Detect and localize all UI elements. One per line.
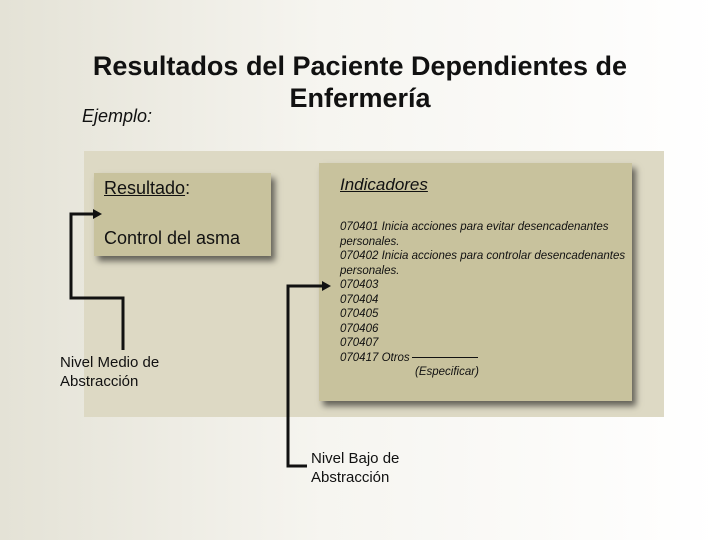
indicator-item: 070402 Inicia acciones para controlar desencadenantes personales. bbox=[340, 250, 626, 277]
low-abstraction-line2: Abstracción bbox=[311, 469, 390, 486]
mid-level-connector bbox=[71, 214, 123, 350]
indicator-item: 070404 bbox=[340, 293, 379, 306]
others-label: 070417 Otros bbox=[340, 351, 410, 364]
mid-abstraction-line1: Nivel Medio de bbox=[60, 354, 160, 371]
result-heading-colon: : bbox=[185, 178, 191, 198]
mid-level-arrowhead-icon bbox=[93, 209, 102, 219]
result-heading-word: Resultado bbox=[104, 178, 186, 198]
low-level-connector bbox=[288, 286, 325, 466]
indicators-heading: Indicadores bbox=[340, 175, 428, 194]
indicator-item: 070405 bbox=[340, 308, 379, 320]
low-level-arrowhead-icon bbox=[322, 281, 331, 291]
indicator-item: 070403 bbox=[340, 279, 379, 291]
indicator-item: 070401 Inicia acciones para evitar desencadenantes personales. bbox=[340, 221, 609, 248]
low-abstraction-label bbox=[311, 449, 399, 487]
mid-abstraction-line2: Abstracción bbox=[60, 373, 139, 390]
indicator-item: 070406 bbox=[340, 322, 379, 335]
result-value: Control del asma bbox=[104, 228, 241, 248]
indicator-item: 070407 bbox=[340, 337, 379, 349]
example-label: Ejemplo: bbox=[82, 106, 153, 126]
mid-abstraction-label bbox=[60, 353, 159, 391]
specify-note: (Especificar) bbox=[415, 366, 479, 378]
slide-title: Resultados del Paciente Dependientes de Enfermería bbox=[92, 51, 628, 113]
low-abstraction-line1: Nivel Bajo de bbox=[311, 450, 400, 467]
